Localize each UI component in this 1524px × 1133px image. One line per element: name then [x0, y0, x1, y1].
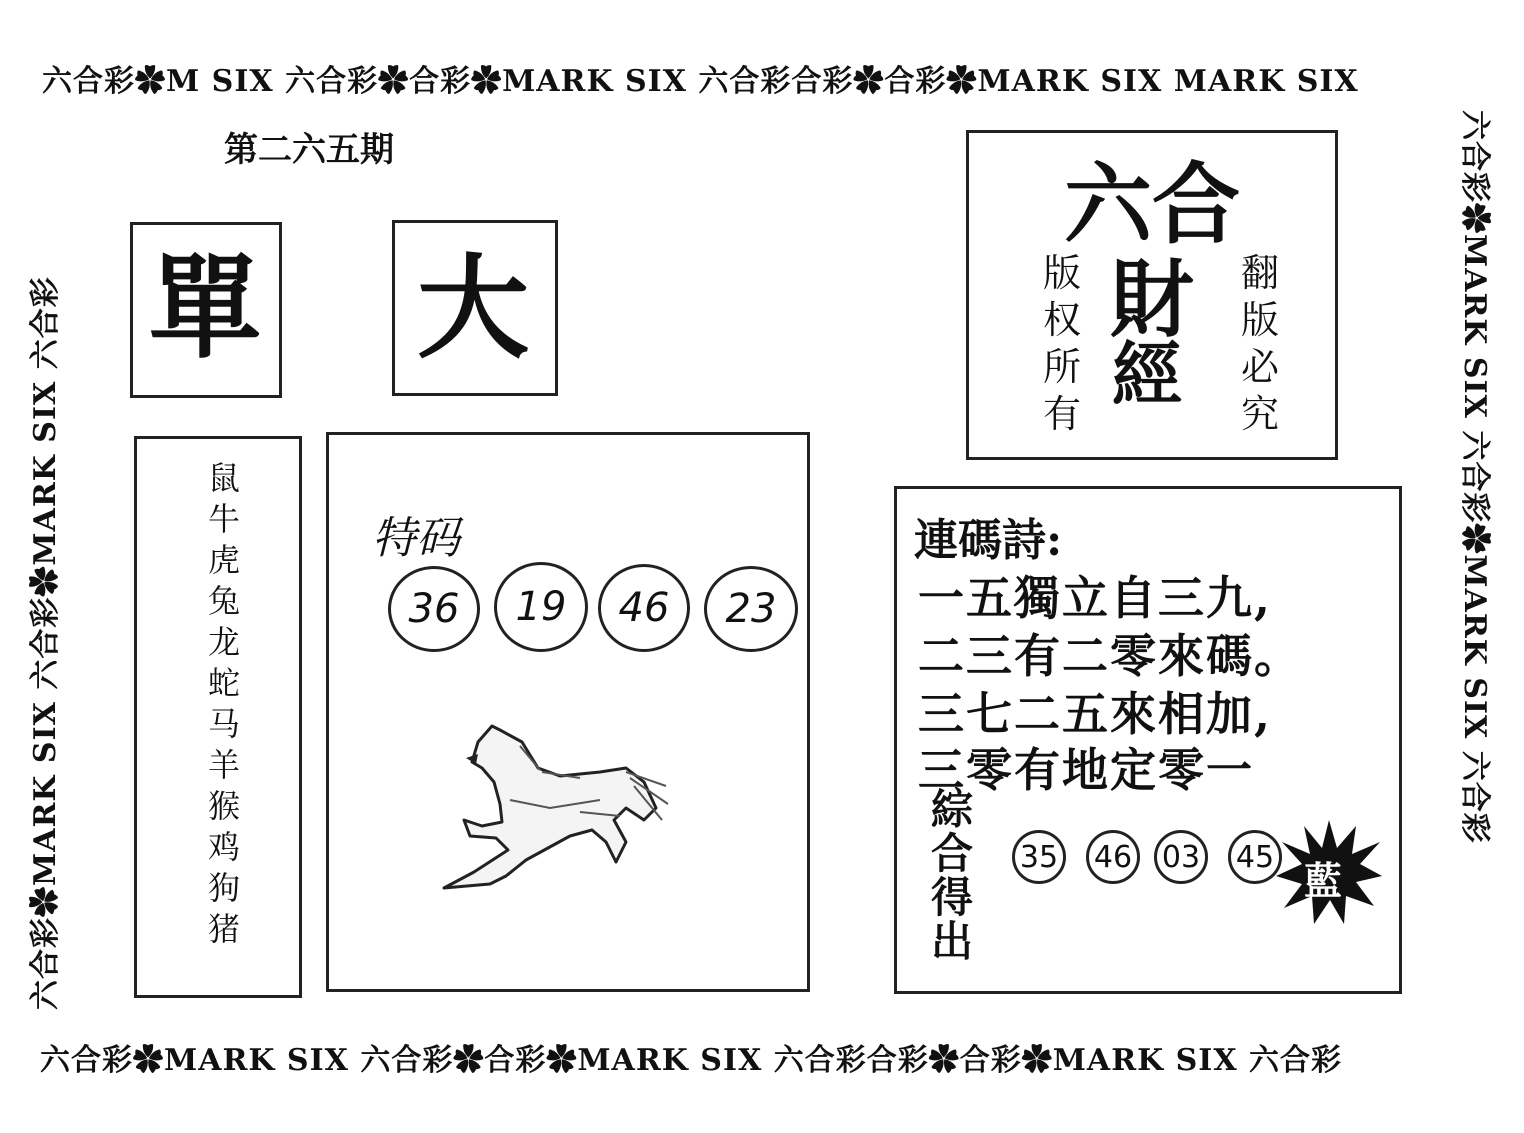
- piracy-char: 究: [1240, 392, 1279, 436]
- zodiac-item: 鼠: [207, 459, 240, 497]
- horse-illustration: [430, 712, 670, 892]
- poem-line: 三零有地定零一: [918, 743, 1254, 797]
- zodiac-item: 兔: [207, 582, 240, 620]
- result-number-circle: [1012, 830, 1066, 884]
- zodiac-item: 猪: [207, 910, 240, 948]
- result-number: 45: [1235, 839, 1275, 875]
- poem-title: 連碼詩:: [914, 515, 1063, 566]
- special-number-circle: [598, 564, 690, 652]
- result-number-circle: [1154, 830, 1208, 884]
- color-badge-text: 藍: [1304, 858, 1343, 903]
- issue-number: 第二六五期: [224, 130, 394, 170]
- special-number: 36: [408, 586, 460, 632]
- special-number: 23: [725, 586, 777, 632]
- border-right-text: 六合彩✿MARK SIX 六合彩✿MARK SIX 六合彩: [1457, 110, 1492, 844]
- combined-char: 合: [930, 829, 973, 878]
- zodiac-list: [204, 458, 244, 950]
- poem-line: 二三有二零來碼。: [918, 629, 1302, 683]
- zodiac-item: 鸡: [207, 828, 240, 866]
- piracy-warning: [1238, 250, 1282, 438]
- brand-title-top: 六合: [1064, 152, 1241, 256]
- combined-char: 得: [930, 873, 973, 922]
- zodiac-item: 虎: [207, 541, 240, 579]
- special-number: 46: [618, 585, 670, 631]
- zodiac-item: 羊: [207, 746, 240, 784]
- special-number-circle: [704, 566, 798, 652]
- combined-char: 綜: [930, 785, 973, 834]
- piracy-char: 版: [1240, 298, 1279, 342]
- special-number: 19: [515, 584, 567, 630]
- copyright-char: 有: [1042, 392, 1081, 436]
- special-number-circle: [494, 562, 588, 652]
- piracy-char: 翻: [1240, 251, 1279, 295]
- combined-label: [930, 785, 974, 966]
- poem-line: 一五獨立自三九,: [918, 571, 1273, 625]
- brand-title-middle: 財: [1110, 250, 1195, 349]
- combined-char: 出: [930, 917, 973, 966]
- zodiac-item: 狗: [207, 869, 240, 907]
- piracy-char: 必: [1240, 345, 1279, 389]
- zodiac-item: 马: [207, 705, 240, 743]
- copyright-char: 权: [1042, 298, 1081, 342]
- single-tip-box: [130, 222, 282, 398]
- border-left-text: 六合彩✿MARK SIX 六合彩✿MARK SIX 六合彩: [28, 276, 63, 1010]
- zodiac-item: 龙: [207, 623, 240, 661]
- big-tip-box: [392, 220, 558, 396]
- border-bottom-text: 六合彩✿MARK SIX 六合彩✿合彩✿MARK SIX 六合彩合彩✿合彩✿MARK SIX 六合彩: [40, 1043, 1343, 1078]
- copyright-char: 所: [1042, 345, 1081, 389]
- border-top-text: 六合彩✿M SIX 六合彩✿合彩✿MARK SIX 六合彩合彩✿合彩✿MARK SIX MARK SIX: [42, 64, 1359, 99]
- result-number: 46: [1093, 839, 1133, 875]
- poem-line: 三七二五來相加,: [918, 687, 1273, 741]
- result-number: 03: [1161, 839, 1201, 875]
- copyright-notice: [1040, 250, 1084, 438]
- zodiac-item: 蛇: [207, 664, 240, 702]
- special-number-circle: [388, 566, 480, 652]
- zodiac-item: 牛: [207, 500, 240, 538]
- zodiac-item: 猴: [207, 787, 240, 825]
- copyright-char: 版: [1042, 251, 1081, 295]
- special-number-label: 特码: [372, 513, 460, 564]
- result-number: 35: [1019, 839, 1059, 875]
- brand-title-bottom: 經: [1112, 333, 1182, 416]
- result-number-circle: [1086, 830, 1140, 884]
- big-tip-char: 大: [417, 243, 529, 374]
- single-tip-char: 單: [149, 243, 261, 374]
